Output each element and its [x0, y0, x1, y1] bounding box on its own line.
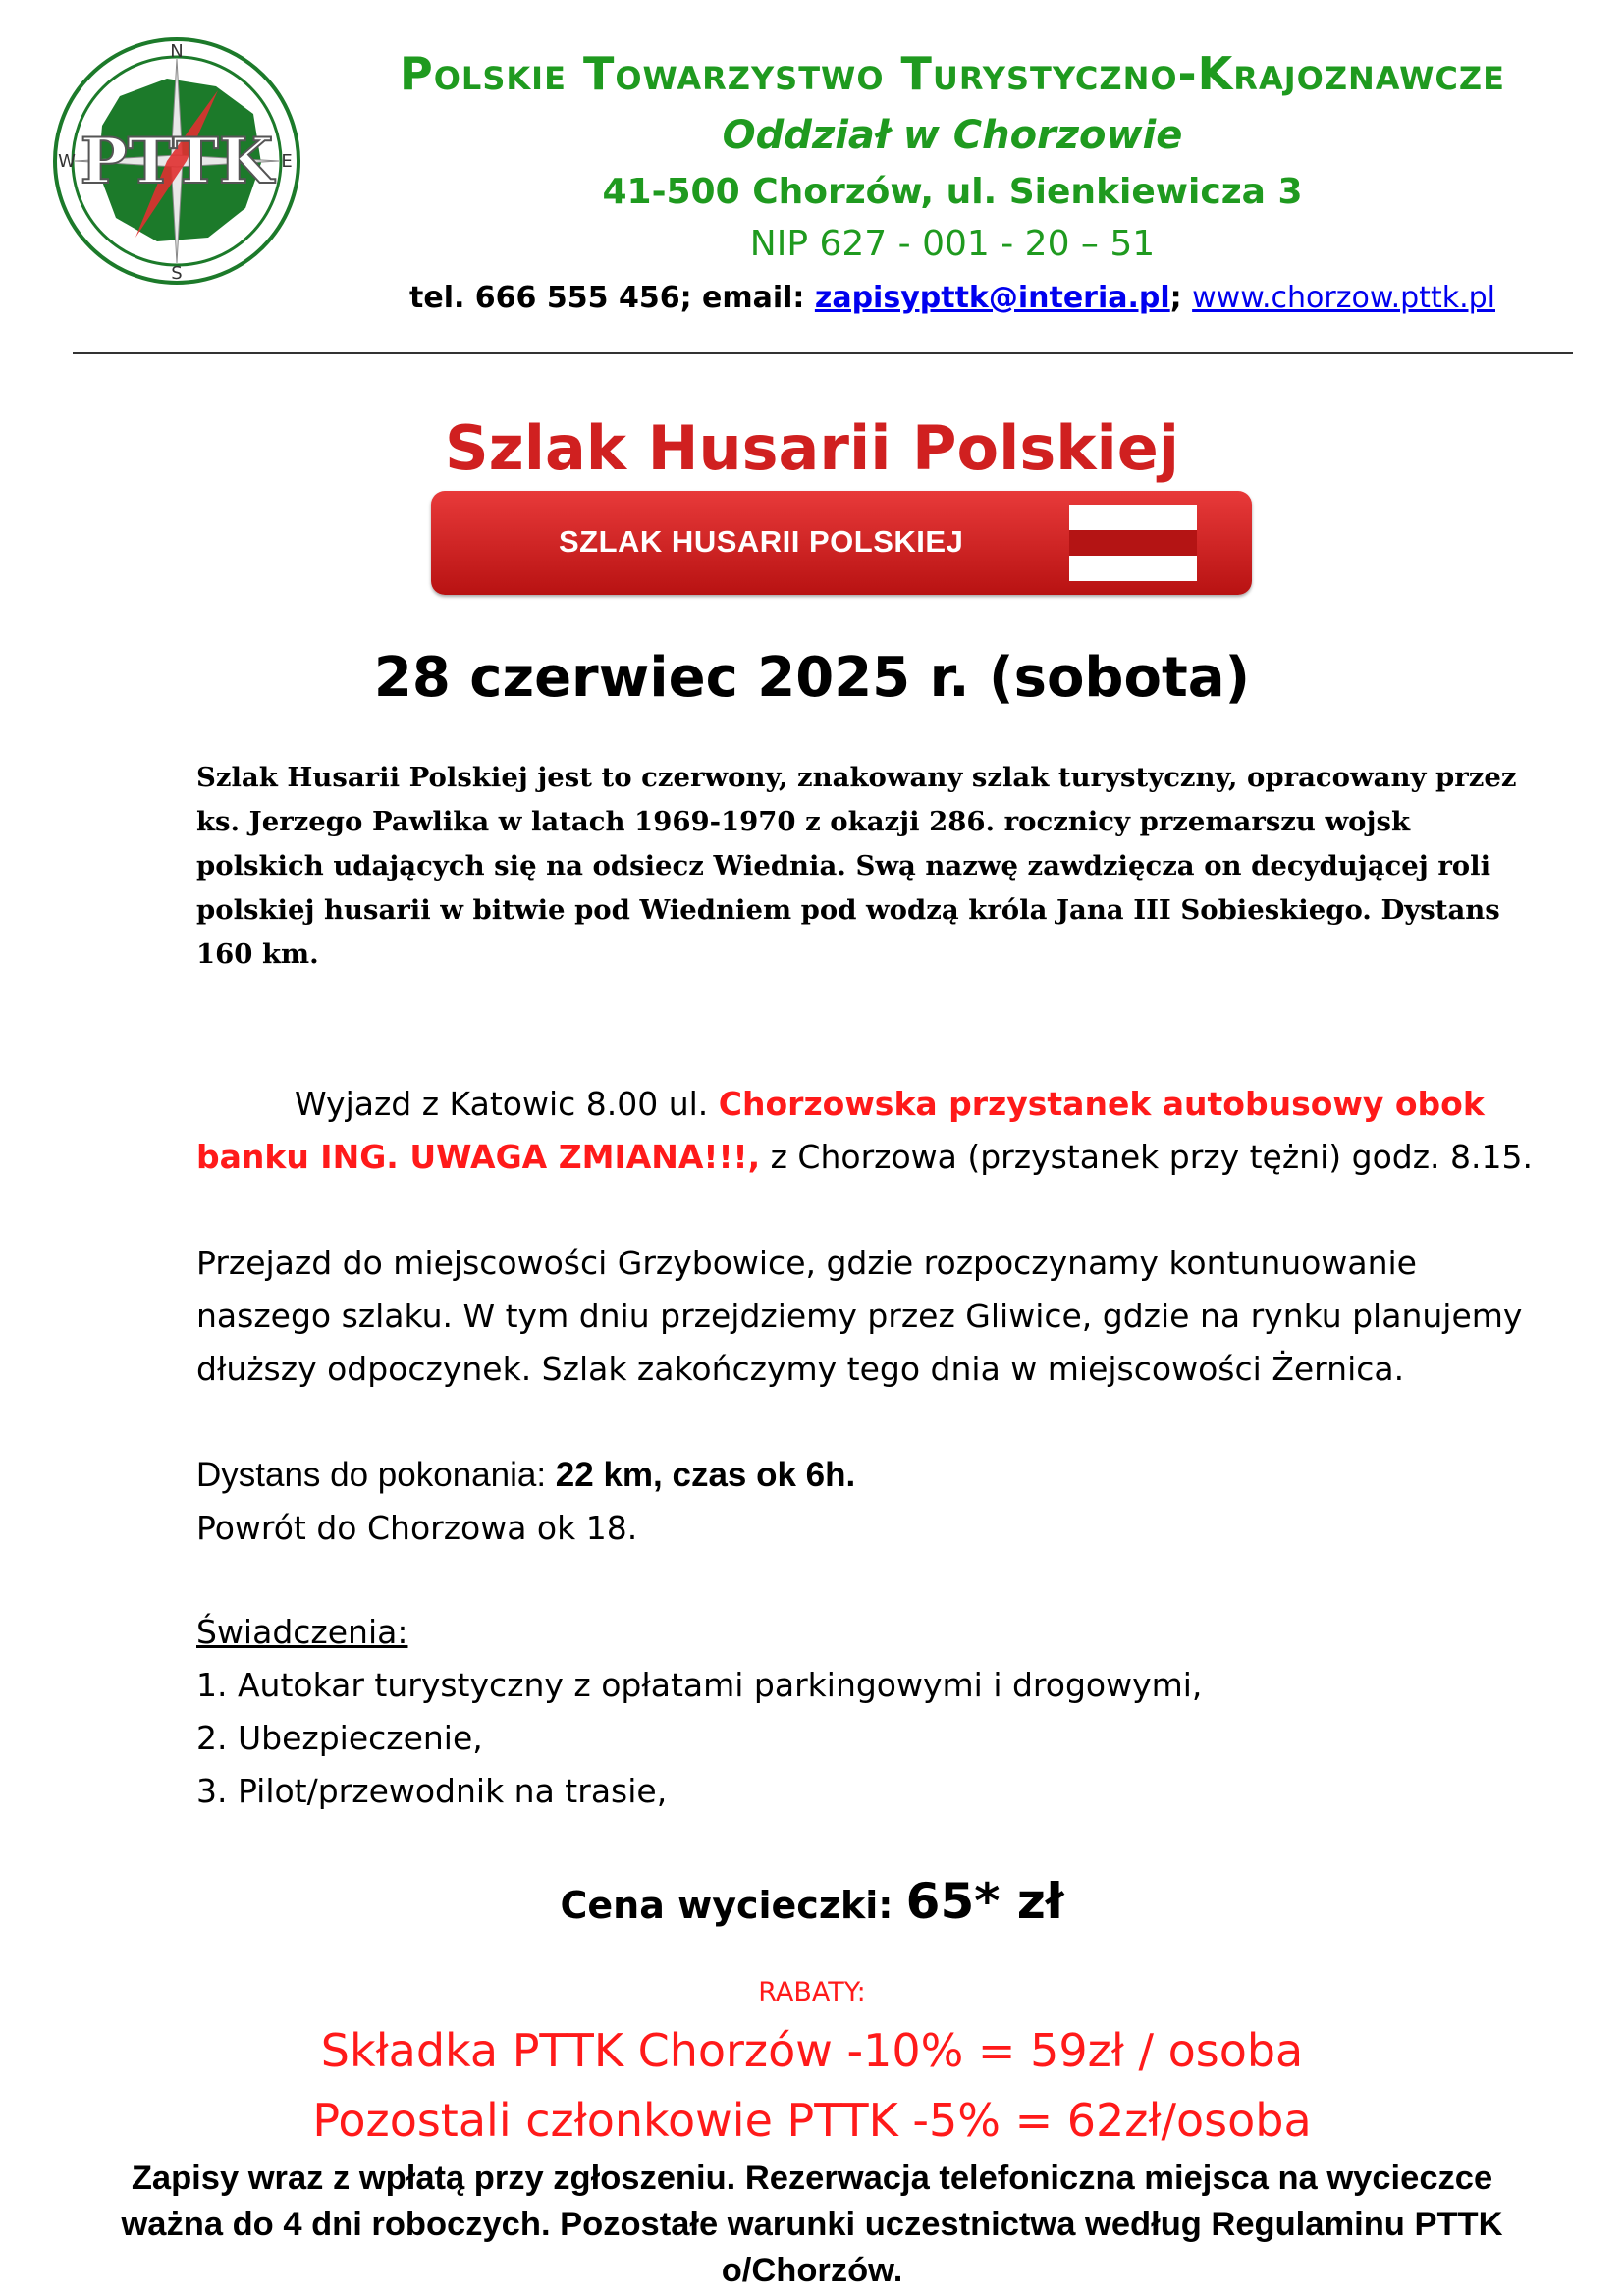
header-divider	[73, 352, 1573, 354]
price-amount: 65* zł	[905, 1873, 1064, 1930]
services-list	[196, 1659, 1551, 1818]
compass-w: W	[58, 151, 76, 172]
list-item: 1. Autokar turystyczny z opłatami parkingowymi i drogowymi,	[196, 1666, 1203, 1704]
discount-pttk-chorzow: Składka PTTK Chorzów -10% = 59zł / osoba	[320, 2024, 1304, 2077]
distance-label: Dystans do pokonania:	[196, 1456, 556, 1494]
trail-description: Szlak Husarii Polskiej jest to czerwony, znakowany szlak turystyczny, opracowany przez ks. Jerzego Pawlika w latach 1969-1970 z okazji 286. rocznicy przemarszu wojsk polskich udających się na odsiecz Wiednia. Swą nazwę zawdzięcza on decydującej roli polskiej husarii w bitwie pod Wiedniem pod wodzą króla Jana III Sobieskiego. Dystans 160 km.	[196, 762, 1517, 970]
branch-name: Oddział w Chorzowie	[722, 113, 1183, 158]
distance-value: 22 km, czas ok 6h.	[555, 1456, 856, 1494]
return-info: Powrót do Chorzowa ok 18.	[196, 1509, 638, 1547]
departure-start: Wyjazd z Katowic 8.00 ul.	[295, 1085, 719, 1123]
list-item: 3. Pilot/przewodnik na trasie,	[196, 1772, 668, 1810]
compass-n: N	[170, 41, 184, 62]
banner-label: SZLAK HUSARII POLSKIEJ	[559, 524, 964, 559]
email-link[interactable]: zapisypttk@interia.pl	[814, 281, 1170, 315]
services-heading: Świadczenia:	[196, 1613, 408, 1651]
nip: NIP 627 - 001 - 20 – 51	[749, 224, 1156, 264]
departure-end: z Chorzowa (przystanek przy tężni) godz. 8.15.	[760, 1138, 1533, 1176]
registration-terms: Zapisy wraz z wpłatą przy zgłoszeniu. Rezerwacja telefoniczna miejsca na wycieczce ważna do 4 dni roboczych. Pozostałe warunki uczestnictwa według Regulaminu PTTK o/Chorzów.	[121, 2160, 1503, 2289]
trail-banner	[431, 491, 1252, 595]
discount-other-members: Pozostali członkowie PTTK -5% = 62zł/osoba	[312, 2094, 1312, 2147]
departure-info	[196, 1078, 1551, 1184]
price-label: Cena wycieczki:	[560, 1884, 906, 1927]
organization-name: Polskie Towarzystwo Turystyczno-Krajoznawcze	[400, 47, 1505, 100]
list-item: 2. Ubezpieczenie,	[196, 1719, 483, 1757]
compass-s: S	[171, 263, 183, 284]
red-white-trail-mark-icon	[1069, 505, 1197, 581]
trip-price	[0, 1873, 1624, 1930]
phone-label: tel. 666 555 456; email:	[409, 281, 805, 315]
website-link[interactable]: www.chorzow.pttk.pl	[1192, 281, 1495, 315]
distance-info	[196, 1449, 1551, 1502]
trip-date: 28 czerwiec 2025 r. (sobota)	[373, 646, 1251, 710]
pttk-logo	[51, 35, 302, 287]
contact-line	[314, 281, 1591, 315]
route-info: Przejazd do miejscowości Grzybowice, gdzie rozpoczynamy kontunuowanie naszego szlaku. W tym dniu przejdziemy przez Gliwice, gdzie na rynku planujemy dłuższy odpoczynek. Szlak zakończymy tego dnia w miejscowości Żernica.	[196, 1244, 1523, 1388]
logo-text: PTTK	[80, 125, 274, 198]
compass-e: E	[281, 151, 293, 172]
trail-title: Szlak Husarii Polskiej	[444, 412, 1180, 484]
address: 41-500 Chorzów, ul. Sienkiewicza 3	[602, 172, 1303, 212]
contact-separator: ;	[1169, 281, 1182, 315]
discounts-label: RABATY:	[758, 1977, 866, 2007]
departure-highlight: Chorzowska przystanek autobusowy obok banku ING. UWAGA ZMIANA!!!,	[196, 1085, 1485, 1176]
